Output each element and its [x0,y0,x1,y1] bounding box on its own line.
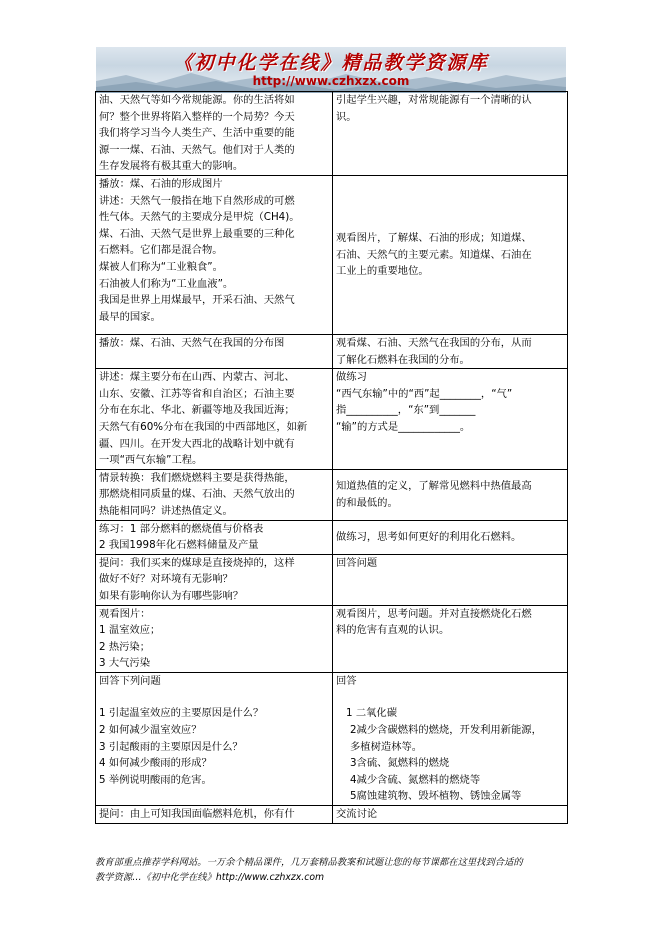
cell-line: 那燃烧相同质量的煤、石油、天然气放出的 [99,488,295,501]
cell-line: 我国是世界上用煤最早，开采石油、天然气 [99,294,295,307]
right-cell [333,806,568,824]
right-cell [333,469,568,520]
cell-line: 何？整个世界将陷入整样的一个局势？今天 [99,110,295,123]
cell-line: 3含硫、氮燃料的燃烧 [350,757,450,770]
right-cell-heading: 回答 [336,674,357,687]
cell-line: “输”的方式是____________。 [336,420,471,433]
cell-line: 多植树造林等。 [350,740,423,753]
cell-line: 观看煤、石油、天然气在我国的分布，从而 [336,337,532,349]
cell-line: 热能相同吗？讲述热值定义。 [99,504,233,517]
cell-line: 工业上的重要地位。 [336,265,429,278]
cell-line: 播放：煤、石油、天然气在我国的分布图 [99,337,285,349]
cell-line: 播放：煤、石油的形成图片 [99,178,223,190]
cell-line: 5腐蚀建筑物、毁坏植物、锈蚀金属等 [350,790,522,803]
spacer [336,689,564,705]
left-cell [96,605,333,672]
cell-line: 识。 [336,110,357,123]
left-cell [96,176,333,335]
cell-line: 提问：我们买来的煤球是直接烧掉的，这样 [99,556,295,569]
cell-line: 的和最低的。 [336,496,398,509]
cell-line: 做练习，思考如何更好的利用化石燃料。 [336,530,522,543]
right-cell [333,520,568,554]
cell-line: 油、天然气等如今常规能源。你的生活将如 [99,94,295,106]
cell-line: 5 举例说明酸雨的危害。 [99,773,212,786]
cell-line: 讲述：煤主要分布在山西、内蒙古、河北、 [99,371,295,384]
left-cell [96,335,333,369]
right-cell [333,176,568,335]
right-cell [333,92,568,176]
table-row [96,469,568,520]
table-row [96,554,568,605]
cell-line: 做好不好？对环境有无影响？ [99,573,233,586]
cell-line: 性气体。天然气的主要成分是甲烷（CH4)。 [99,211,300,224]
cell-line: 交流讨论 [336,808,378,821]
cell-line: “西气东输”中的“西”起________，“气” [336,387,513,400]
cell-line: 我们将学习当今人类生产、生活中重要的能 [99,127,295,140]
table-row [96,605,568,672]
cell-line: 2 如何减少温室效应？ [99,724,202,737]
table-row [96,176,568,335]
cell-line: 1 温室效应； [99,624,161,637]
cell-line: 讲述：天然气一般指在地下自然形成的可燃 [99,194,295,207]
cell-line: 石油被人们称为“工业血液”。 [99,277,234,290]
cell-line: 观看图片，思考问题。并对直接燃烧化石燃 [336,607,532,620]
cell-line: 提问：由上可知我国面临燃料危机，你有什 [99,808,295,821]
cell-line: 2减少含碳燃料的燃烧，开发利用新能源， [350,724,542,737]
footer-line-1: 教育部重点推荐学科网站。一万余个精品课件，几万套精品教案和试题让您的每节课都在这里找到合适的 [95,857,523,868]
header-banner [96,47,566,93]
right-cell [333,605,568,672]
cell-line: 天然气有60%分布在我国的中西部地区，如新 [99,420,308,433]
cell-line: 如果有影响你认为有哪些影响？ [99,589,244,602]
cell-line: 源一一煤、石油、天然气。他们对于人类的 [99,143,295,156]
cell-line: 疆、四川。在开发大西北的战略计划中就有 [99,437,295,450]
right-cell [333,335,568,369]
table-row [96,92,568,176]
cell-line: 练习：1 部分燃料的燃烧值与价格表 [99,522,264,535]
cell-line: 最早的国家。 [99,310,161,323]
footer-line-2: 教学资源…《初中化学在线》http://www.czhxzx.com [95,872,325,883]
cell-line: 4减少含硫、氮燃料的燃烧等 [350,773,481,786]
cell-line: 回答问题 [336,556,378,569]
left-cell [96,806,333,824]
right-cell [333,554,568,605]
left-cell [96,92,333,176]
table-row [96,335,568,369]
banner-title: 《初中化学在线》精品教学资源库 [173,52,489,74]
cell-line: 山东、安徽、江苏等省和自治区；石油主要 [99,387,295,400]
table-row [96,672,568,805]
cell-line: 2 我国1998年化石燃料储量及产量 [99,539,259,552]
cell-line: 了解化石燃料在我国的分布。 [336,353,470,366]
cell-line: 3 引起酸雨的主要原因是什么？ [99,740,243,753]
cell-line: 石燃料。它们都是混合物。 [99,244,223,257]
right-cell [333,672,568,805]
lesson-table [95,91,568,824]
cell-line: 煤被人们称为“工业粮食”。 [99,260,223,273]
left-cell [96,369,333,470]
left-cell [96,520,333,554]
cell-line: 生存发展将有极其重大的影响。 [99,160,244,173]
cell-line: 石油、天然气的主要元素。知道煤、石油在 [336,248,532,261]
table-row [96,806,568,824]
cell-line: 观看图片： [99,607,151,620]
footer [95,855,565,885]
cell-line: 4 如何减少酸雨的形成？ [99,757,212,770]
cell-line: 3 大气污染 [99,657,151,670]
cell-line: 料的危害有直观的认识。 [336,624,450,637]
cell-line: 一项“西气东输”工程。 [99,454,203,467]
cell-line: 引起学生兴趣，对常规能源有一个清晰的认 [336,94,532,106]
left-cell [96,554,333,605]
right-cell [333,369,568,470]
cell-line: 1 二氧化碳 [346,707,398,720]
table-row [96,520,568,554]
spacer [99,689,329,705]
left-cell [96,672,333,805]
cell-line: 1 引起温室效应的主要原因是什么？ [99,707,264,720]
cell-line: 分布在东北、华北、新疆等地及我国近海； [99,404,295,417]
cell-line: 知道热值的定义，了解常见燃料中热值最高 [336,480,532,493]
cell-line: 指__________，“东”到_______ [336,404,476,417]
cell-line: 煤、石油、天然气是世界上最重要的三种化 [99,227,295,240]
table-row [96,369,568,470]
cell-line: 情景转换：我们燃烧燃料主要是获得热能， [99,471,295,484]
banner-url[interactable]: http://www.czhxzx.com [252,74,410,88]
cell-line: 做练习 [336,371,367,384]
left-cell [96,469,333,520]
cell-line: 观看图片，了解煤、石油的形成；知道煤、 [336,232,532,245]
left-cell-heading: 回答下列问题 [99,674,161,687]
cell-line: 2 热污染； [99,640,151,653]
